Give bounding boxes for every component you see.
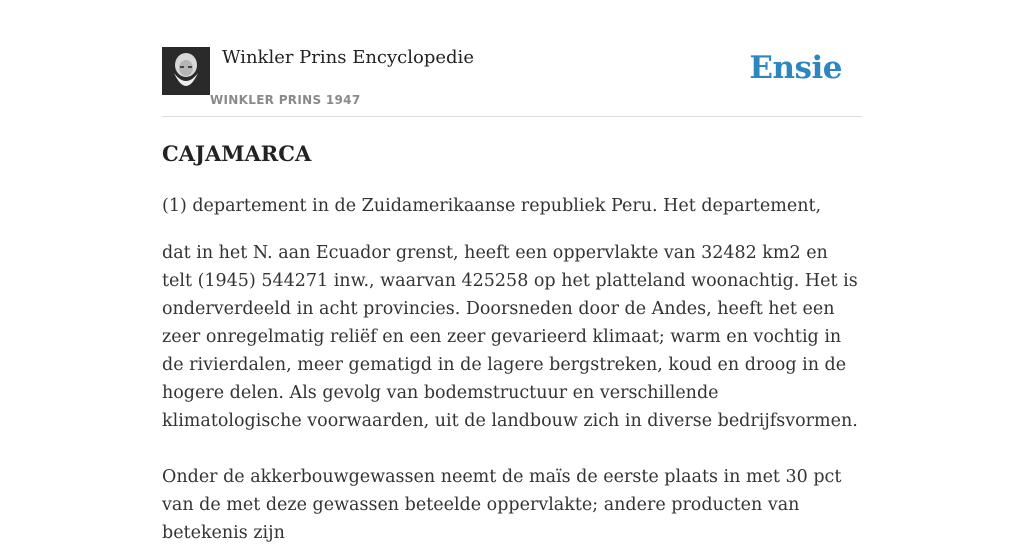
header (162, 0, 862, 117)
source-subtitle[interactable]: WINKLER PRINS 1947 (210, 93, 361, 107)
source-name[interactable]: Winkler Prins Encyclopedie (222, 47, 474, 68)
article-paragraph: dat in het N. aan Ecuador grenst, heeft een oppervlakte van 32482 km2 en telt (1945) 544271 inw., waarvan 425258 op het platteland woonachtig. Het is onderverdeeld in acht provincies. Doorsneden door de Andes, heeft het een zeer onregelmatig reliëf en een zeer gevarieerd klimaat; warm en vochtig in de rivierdalen, meer gematigd in de lagere bergstreken, koud en droog in de hogere delen. Als gevolg van bodemstructuur en verschillende klimatologische voorwaarden, uit de landbouw zich in diverse bedrijfsvormen. (162, 243, 858, 431)
article-paragraph: Onder de akkerbouwgewassen neemt de maïs de eerste plaats in met 30 pct van de met deze gewassen beteelde oppervlakte; andere producten van betekenis zijn (162, 467, 842, 543)
article-title: CAJAMARCA (162, 141, 312, 166)
brand-logo[interactable]: Ensie (749, 50, 842, 86)
author-avatar[interactable] (162, 47, 210, 95)
page-container (162, 0, 862, 543)
article-paragraph: (1) departement in de Zuidamerikaanse republiek Peru. Het departement, (162, 196, 822, 216)
portrait-icon (162, 47, 210, 95)
